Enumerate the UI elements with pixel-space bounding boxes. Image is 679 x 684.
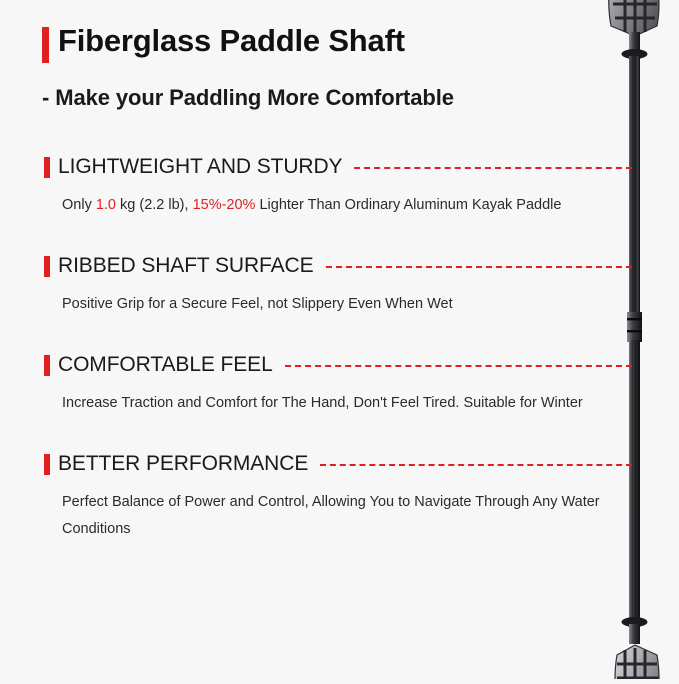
page-title: Fiberglass Paddle Shaft: [58, 23, 405, 58]
title-row: [42, 22, 640, 63]
dashed-rule: [320, 464, 632, 466]
feature-header: [44, 155, 640, 179]
desc-highlight-percent: 15%-20%: [192, 197, 256, 213]
title-accent-bar: [42, 27, 49, 63]
feature-item: [42, 155, 640, 219]
feature-accent-bar: [44, 454, 50, 475]
feature-item: [42, 353, 640, 417]
feature-description: [62, 192, 622, 219]
dashed-rule: [326, 266, 633, 268]
feature-description: Perfect Balance of Power and Control, Allowing You to Navigate Through Any Water Conditions: [62, 494, 600, 537]
feature-description: Increase Traction and Comfort for The Hand, Don't Feel Tired. Suitable for Winter: [62, 395, 583, 411]
feature-accent-bar: [44, 355, 50, 376]
desc-text-pre: Only: [62, 197, 96, 213]
feature-header: [44, 254, 640, 278]
feature-title: BETTER PERFORMANCE: [58, 452, 309, 475]
feature-item: [42, 452, 640, 543]
feature-header: [44, 452, 640, 476]
desc-text-mid: kg (2.2 lb),: [116, 197, 193, 213]
paddle-blade-bottom: [615, 617, 659, 679]
feature-accent-bar: [44, 157, 50, 178]
feature-accent-bar: [44, 256, 50, 277]
dashed-rule: [285, 365, 632, 367]
feature-description: Positive Grip for a Secure Feel, not Slippery Even When Wet: [62, 296, 453, 312]
desc-highlight-weight: 1.0: [95, 197, 117, 213]
feature-title: RIBBED SHAFT SURFACE: [58, 254, 314, 277]
feature-title: COMFORTABLE FEEL: [58, 353, 273, 376]
page-subtitle: - Make your Paddling More Comfortable: [42, 85, 454, 110]
desc-text-post: Lighter Than Ordinary Aluminum Kayak Paddle: [255, 197, 562, 213]
feature-list: [42, 155, 640, 543]
feature-header: [44, 353, 640, 377]
feature-item: [42, 254, 640, 318]
dashed-rule: [354, 167, 632, 169]
feature-title: LIGHTWEIGHT AND STURDY: [58, 155, 343, 178]
